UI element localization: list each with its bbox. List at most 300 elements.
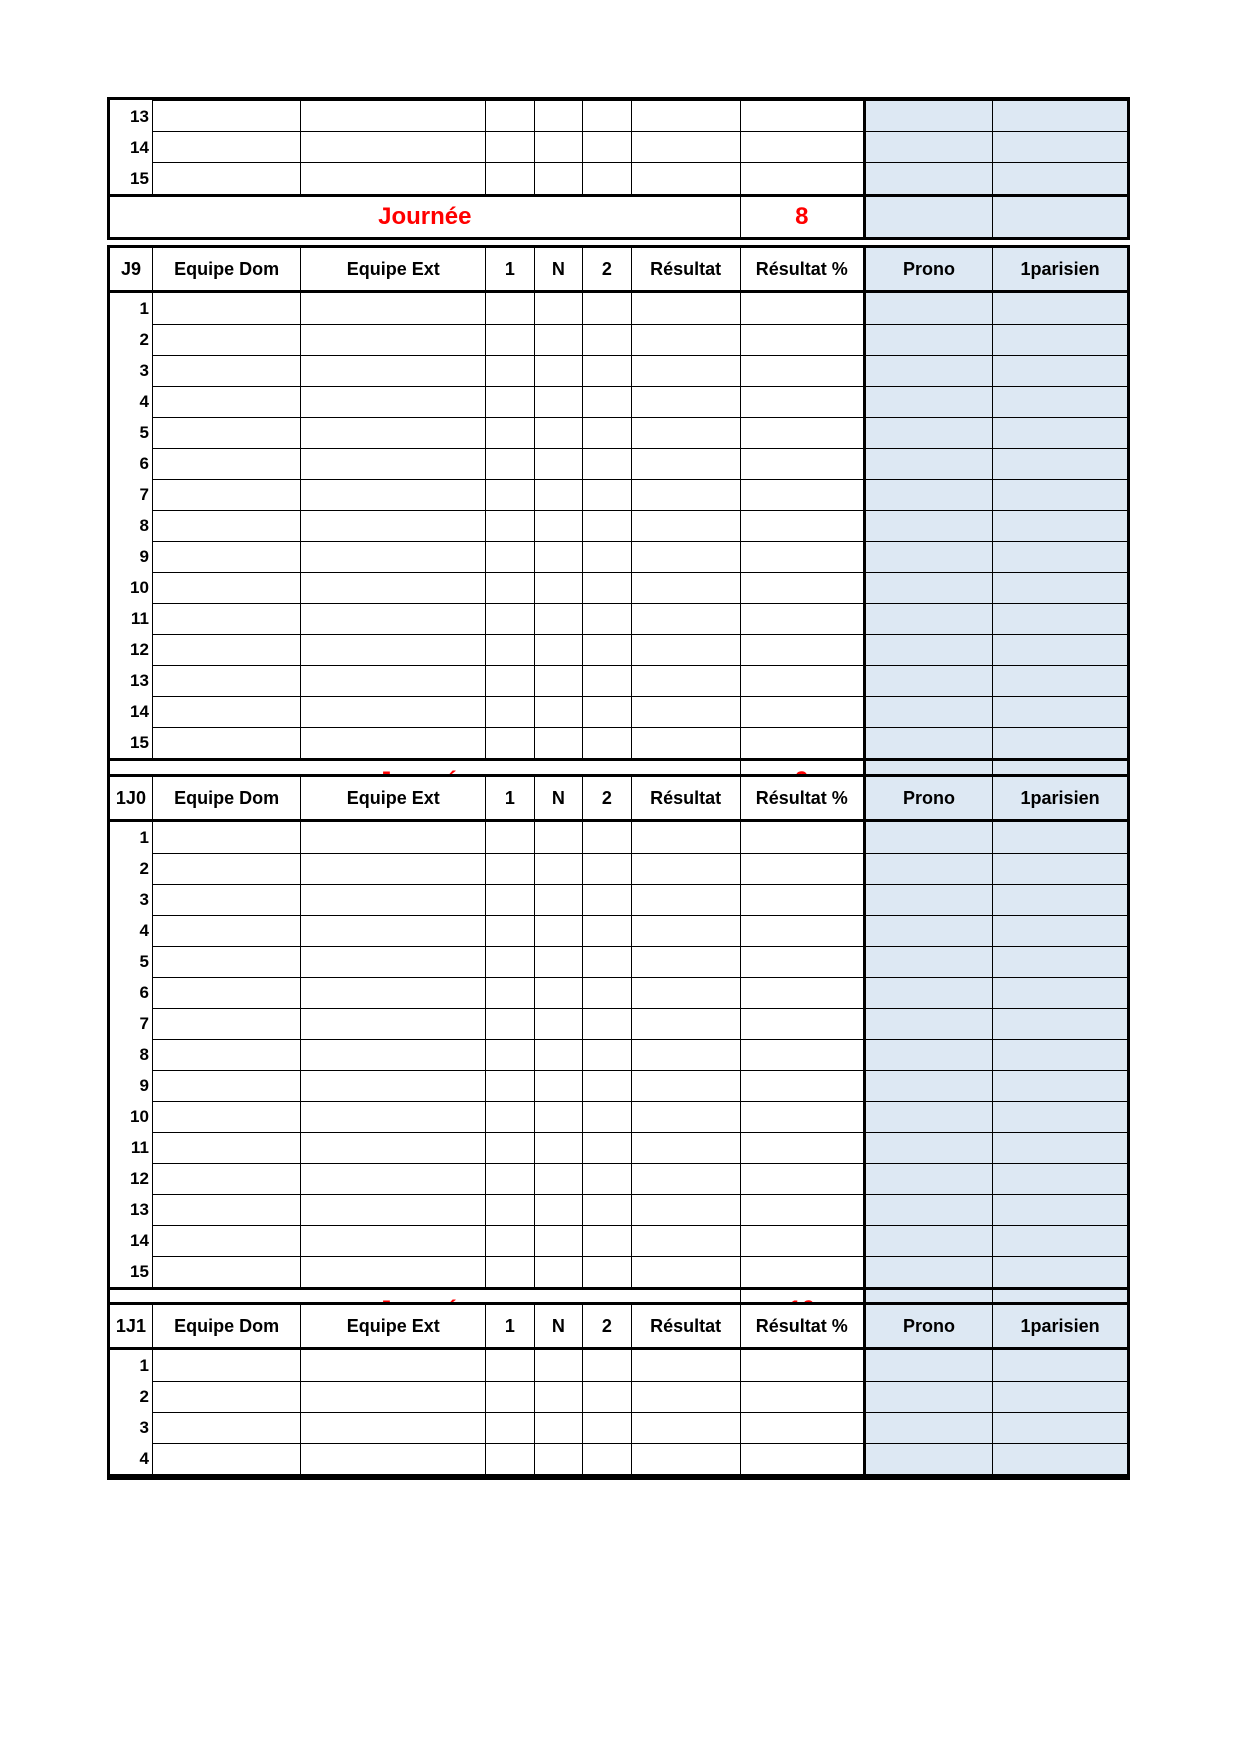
table-row[interactable]: [110, 915, 1127, 946]
table-row[interactable]: [110, 1039, 1127, 1070]
table-row[interactable]: [110, 510, 1127, 541]
cell-odds-2[interactable]: [583, 324, 631, 355]
table-row[interactable]: [110, 1132, 1127, 1163]
cell-resultat[interactable]: [631, 541, 740, 572]
cell-parisien[interactable]: [993, 324, 1127, 355]
cell-equipe-ext[interactable]: [301, 1443, 486, 1476]
table-row[interactable]: [110, 132, 1127, 163]
cell-equipe-dom[interactable]: [152, 884, 300, 915]
cell-odds-2[interactable]: [583, 163, 631, 196]
cell-resultat[interactable]: [631, 603, 740, 634]
cell-resultat[interactable]: [631, 479, 740, 510]
cell-odds-2[interactable]: [583, 1225, 631, 1256]
cell-resultat[interactable]: [631, 884, 740, 915]
cell-odds-n[interactable]: [534, 1256, 582, 1289]
cell-odds-2[interactable]: [583, 603, 631, 634]
cell-prono[interactable]: [864, 603, 992, 634]
cell-odds-1[interactable]: [486, 1163, 534, 1194]
table-row[interactable]: [110, 946, 1127, 977]
cell-equipe-dom[interactable]: [152, 572, 300, 603]
cell-resultat[interactable]: [631, 853, 740, 884]
cell-odds-n[interactable]: [534, 101, 582, 132]
cell-odds-n[interactable]: [534, 541, 582, 572]
cell-equipe-dom[interactable]: [152, 1039, 300, 1070]
cell-resultat[interactable]: [631, 1349, 740, 1382]
cell-parisien[interactable]: [993, 1008, 1127, 1039]
cell-equipe-dom[interactable]: [152, 1349, 300, 1382]
cell-resultat[interactable]: [631, 510, 740, 541]
cell-equipe-dom[interactable]: [152, 479, 300, 510]
cell-odds-n[interactable]: [534, 665, 582, 696]
cell-resultat[interactable]: [631, 821, 740, 854]
cell-odds-1[interactable]: [486, 727, 534, 760]
cell-odds-n[interactable]: [534, 163, 582, 196]
cell-equipe-dom[interactable]: [152, 132, 300, 163]
cell-odds-2[interactable]: [583, 386, 631, 417]
table-row[interactable]: [110, 572, 1127, 603]
cell-prono[interactable]: [864, 1349, 992, 1382]
cell-parisien[interactable]: [993, 1163, 1127, 1194]
cell-equipe-ext[interactable]: [301, 572, 486, 603]
cell-resultat-pct[interactable]: [740, 572, 864, 603]
cell-equipe-ext[interactable]: [301, 1132, 486, 1163]
cell-prono[interactable]: [864, 101, 992, 132]
cell-odds-2[interactable]: [583, 821, 631, 854]
cell-resultat-pct[interactable]: [740, 541, 864, 572]
cell-prono[interactable]: [864, 727, 992, 760]
table-row[interactable]: [110, 634, 1127, 665]
cell-equipe-dom[interactable]: [152, 1101, 300, 1132]
table-row[interactable]: [110, 355, 1127, 386]
cell-equipe-ext[interactable]: [301, 448, 486, 479]
table-row[interactable]: [110, 1256, 1127, 1289]
cell-odds-n[interactable]: [534, 1132, 582, 1163]
cell-equipe-dom[interactable]: [152, 821, 300, 854]
cell-prono[interactable]: [864, 1225, 992, 1256]
table-row[interactable]: [110, 1070, 1127, 1101]
cell-parisien[interactable]: [993, 1070, 1127, 1101]
cell-prono[interactable]: [864, 386, 992, 417]
cell-parisien[interactable]: [993, 1194, 1127, 1225]
cell-resultat-pct[interactable]: [740, 1381, 864, 1412]
cell-odds-1[interactable]: [486, 132, 534, 163]
cell-equipe-ext[interactable]: [301, 1101, 486, 1132]
cell-odds-1[interactable]: [486, 1225, 534, 1256]
cell-odds-n[interactable]: [534, 1412, 582, 1443]
cell-prono[interactable]: [864, 915, 992, 946]
cell-resultat-pct[interactable]: [740, 665, 864, 696]
cell-resultat-pct[interactable]: [740, 417, 864, 448]
cell-resultat-pct[interactable]: [740, 292, 864, 325]
cell-odds-n[interactable]: [534, 727, 582, 760]
cell-parisien[interactable]: [993, 417, 1127, 448]
cell-resultat[interactable]: [631, 946, 740, 977]
cell-odds-2[interactable]: [583, 510, 631, 541]
cell-resultat-pct[interactable]: [740, 853, 864, 884]
cell-odds-n[interactable]: [534, 1163, 582, 1194]
cell-parisien[interactable]: [993, 479, 1127, 510]
cell-resultat-pct[interactable]: [740, 1256, 864, 1289]
cell-odds-1[interactable]: [486, 101, 534, 132]
cell-resultat-pct[interactable]: [740, 946, 864, 977]
cell-odds-1[interactable]: [486, 1381, 534, 1412]
cell-odds-n[interactable]: [534, 977, 582, 1008]
cell-equipe-ext[interactable]: [301, 1039, 486, 1070]
cell-equipe-dom[interactable]: [152, 1008, 300, 1039]
cell-parisien-total[interactable]: [993, 195, 1127, 237]
cell-equipe-ext[interactable]: [301, 1256, 486, 1289]
cell-prono[interactable]: [864, 977, 992, 1008]
cell-parisien[interactable]: [993, 977, 1127, 1008]
cell-odds-n[interactable]: [534, 386, 582, 417]
cell-odds-n[interactable]: [534, 853, 582, 884]
cell-resultat[interactable]: [631, 1412, 740, 1443]
cell-parisien[interactable]: [993, 696, 1127, 727]
cell-prono[interactable]: [864, 132, 992, 163]
cell-odds-2[interactable]: [583, 1039, 631, 1070]
cell-equipe-ext[interactable]: [301, 696, 486, 727]
cell-resultat[interactable]: [631, 1008, 740, 1039]
cell-resultat[interactable]: [631, 1101, 740, 1132]
table-row[interactable]: [110, 448, 1127, 479]
cell-odds-2[interactable]: [583, 417, 631, 448]
cell-resultat[interactable]: [631, 727, 740, 760]
cell-odds-2[interactable]: [583, 1070, 631, 1101]
cell-resultat[interactable]: [631, 1256, 740, 1289]
cell-prono[interactable]: [864, 1008, 992, 1039]
cell-equipe-dom[interactable]: [152, 1163, 300, 1194]
cell-odds-1[interactable]: [486, 1039, 534, 1070]
cell-equipe-ext[interactable]: [301, 324, 486, 355]
cell-odds-2[interactable]: [583, 1349, 631, 1382]
table-row[interactable]: [110, 1225, 1127, 1256]
cell-parisien[interactable]: [993, 603, 1127, 634]
cell-equipe-ext[interactable]: [301, 884, 486, 915]
cell-equipe-ext[interactable]: [301, 510, 486, 541]
cell-prono-total[interactable]: [864, 195, 992, 237]
cell-odds-1[interactable]: [486, 915, 534, 946]
cell-parisien[interactable]: [993, 1381, 1127, 1412]
cell-resultat-pct[interactable]: [740, 479, 864, 510]
cell-equipe-ext[interactable]: [301, 1412, 486, 1443]
cell-prono[interactable]: [864, 1070, 992, 1101]
cell-parisien[interactable]: [993, 1256, 1127, 1289]
cell-resultat-pct[interactable]: [740, 1443, 864, 1476]
cell-odds-1[interactable]: [486, 572, 534, 603]
cell-parisien[interactable]: [993, 1101, 1127, 1132]
cell-resultat-pct[interactable]: [740, 696, 864, 727]
cell-prono[interactable]: [864, 946, 992, 977]
table-row[interactable]: [110, 1381, 1127, 1412]
table-row[interactable]: [110, 1349, 1127, 1382]
cell-odds-n[interactable]: [534, 510, 582, 541]
cell-odds-1[interactable]: [486, 1256, 534, 1289]
cell-odds-2[interactable]: [583, 884, 631, 915]
cell-odds-2[interactable]: [583, 101, 631, 132]
cell-resultat-pct[interactable]: [740, 727, 864, 760]
cell-odds-n[interactable]: [534, 696, 582, 727]
cell-resultat-pct[interactable]: [740, 1101, 864, 1132]
cell-equipe-dom[interactable]: [152, 696, 300, 727]
cell-odds-n[interactable]: [534, 1039, 582, 1070]
cell-odds-1[interactable]: [486, 324, 534, 355]
cell-equipe-ext[interactable]: [301, 977, 486, 1008]
cell-odds-1[interactable]: [486, 884, 534, 915]
cell-odds-1[interactable]: [486, 853, 534, 884]
cell-equipe-ext[interactable]: [301, 946, 486, 977]
table-row[interactable]: [110, 1443, 1127, 1476]
cell-resultat-pct[interactable]: [740, 1132, 864, 1163]
table-row[interactable]: [110, 821, 1127, 854]
cell-odds-1[interactable]: [486, 1101, 534, 1132]
table-row[interactable]: [110, 1101, 1127, 1132]
cell-equipe-dom[interactable]: [152, 386, 300, 417]
cell-resultat[interactable]: [631, 1381, 740, 1412]
cell-prono[interactable]: [864, 479, 992, 510]
cell-odds-2[interactable]: [583, 853, 631, 884]
cell-equipe-dom[interactable]: [152, 1132, 300, 1163]
cell-resultat[interactable]: [631, 1132, 740, 1163]
cell-prono[interactable]: [864, 355, 992, 386]
cell-equipe-ext[interactable]: [301, 1381, 486, 1412]
table-row[interactable]: [110, 603, 1127, 634]
cell-odds-n[interactable]: [534, 884, 582, 915]
cell-equipe-dom[interactable]: [152, 101, 300, 132]
cell-parisien[interactable]: [993, 1039, 1127, 1070]
cell-resultat-pct[interactable]: [740, 1349, 864, 1382]
cell-resultat[interactable]: [631, 163, 740, 196]
cell-equipe-ext[interactable]: [301, 163, 486, 196]
cell-odds-1[interactable]: [486, 946, 534, 977]
cell-equipe-dom[interactable]: [152, 1412, 300, 1443]
cell-odds-2[interactable]: [583, 1132, 631, 1163]
cell-odds-n[interactable]: [534, 572, 582, 603]
cell-equipe-ext[interactable]: [301, 727, 486, 760]
cell-odds-n[interactable]: [534, 1194, 582, 1225]
cell-equipe-dom[interactable]: [152, 1070, 300, 1101]
cell-resultat[interactable]: [631, 1070, 740, 1101]
cell-equipe-ext[interactable]: [301, 292, 486, 325]
cell-resultat-pct[interactable]: [740, 977, 864, 1008]
cell-odds-1[interactable]: [486, 1443, 534, 1476]
cell-prono[interactable]: [864, 292, 992, 325]
cell-prono[interactable]: [864, 324, 992, 355]
cell-resultat-pct[interactable]: [740, 1070, 864, 1101]
cell-parisien[interactable]: [993, 1349, 1127, 1382]
cell-odds-1[interactable]: [486, 603, 534, 634]
cell-equipe-dom[interactable]: [152, 727, 300, 760]
cell-resultat-pct[interactable]: [740, 386, 864, 417]
cell-parisien[interactable]: [993, 541, 1127, 572]
cell-resultat-pct[interactable]: [740, 1008, 864, 1039]
cell-resultat[interactable]: [631, 355, 740, 386]
cell-resultat[interactable]: [631, 101, 740, 132]
cell-odds-1[interactable]: [486, 634, 534, 665]
cell-odds-n[interactable]: [534, 479, 582, 510]
table-row[interactable]: [110, 1008, 1127, 1039]
cell-prono[interactable]: [864, 853, 992, 884]
table-row[interactable]: [110, 101, 1127, 132]
cell-odds-2[interactable]: [583, 1163, 631, 1194]
cell-equipe-dom[interactable]: [152, 324, 300, 355]
cell-equipe-ext[interactable]: [301, 101, 486, 132]
cell-equipe-ext[interactable]: [301, 915, 486, 946]
cell-odds-n[interactable]: [534, 1008, 582, 1039]
cell-parisien[interactable]: [993, 163, 1127, 196]
cell-odds-1[interactable]: [486, 1349, 534, 1382]
cell-odds-n[interactable]: [534, 355, 582, 386]
cell-odds-1[interactable]: [486, 510, 534, 541]
cell-resultat[interactable]: [631, 1039, 740, 1070]
cell-resultat-pct[interactable]: [740, 821, 864, 854]
cell-equipe-ext[interactable]: [301, 634, 486, 665]
cell-equipe-dom[interactable]: [152, 1194, 300, 1225]
cell-parisien[interactable]: [993, 853, 1127, 884]
cell-odds-2[interactable]: [583, 572, 631, 603]
table-row[interactable]: [110, 853, 1127, 884]
cell-parisien[interactable]: [993, 510, 1127, 541]
cell-odds-n[interactable]: [534, 1101, 582, 1132]
cell-odds-n[interactable]: [534, 132, 582, 163]
cell-resultat-pct[interactable]: [740, 1039, 864, 1070]
cell-parisien[interactable]: [993, 1412, 1127, 1443]
cell-prono[interactable]: [864, 1194, 992, 1225]
cell-resultat-pct[interactable]: [740, 510, 864, 541]
cell-resultat[interactable]: [631, 292, 740, 325]
cell-odds-1[interactable]: [486, 1070, 534, 1101]
cell-equipe-ext[interactable]: [301, 132, 486, 163]
cell-prono[interactable]: [864, 448, 992, 479]
cell-odds-1[interactable]: [486, 821, 534, 854]
cell-prono[interactable]: [864, 1443, 992, 1476]
cell-parisien[interactable]: [993, 132, 1127, 163]
cell-resultat-pct[interactable]: [740, 132, 864, 163]
table-row[interactable]: [110, 977, 1127, 1008]
cell-parisien[interactable]: [993, 101, 1127, 132]
cell-odds-n[interactable]: [534, 1443, 582, 1476]
cell-odds-n[interactable]: [534, 1349, 582, 1382]
cell-resultat[interactable]: [631, 1225, 740, 1256]
cell-prono[interactable]: [864, 1381, 992, 1412]
cell-prono[interactable]: [864, 163, 992, 196]
cell-resultat[interactable]: [631, 324, 740, 355]
cell-prono[interactable]: [864, 1412, 992, 1443]
cell-odds-n[interactable]: [534, 1070, 582, 1101]
cell-odds-2[interactable]: [583, 1443, 631, 1476]
table-row[interactable]: [110, 292, 1127, 325]
cell-resultat-pct[interactable]: [740, 634, 864, 665]
cell-resultat[interactable]: [631, 915, 740, 946]
table-row[interactable]: [110, 665, 1127, 696]
cell-equipe-dom[interactable]: [152, 292, 300, 325]
cell-resultat-pct[interactable]: [740, 355, 864, 386]
table-row[interactable]: [110, 1163, 1127, 1194]
cell-parisien[interactable]: [993, 915, 1127, 946]
cell-parisien[interactable]: [993, 355, 1127, 386]
cell-equipe-ext[interactable]: [301, 665, 486, 696]
cell-odds-1[interactable]: [486, 977, 534, 1008]
cell-equipe-ext[interactable]: [301, 853, 486, 884]
cell-equipe-dom[interactable]: [152, 417, 300, 448]
cell-resultat[interactable]: [631, 977, 740, 1008]
table-row[interactable]: [110, 417, 1127, 448]
cell-odds-1[interactable]: [486, 1132, 534, 1163]
cell-equipe-ext[interactable]: [301, 1008, 486, 1039]
table-row[interactable]: [110, 727, 1127, 760]
cell-odds-1[interactable]: [486, 292, 534, 325]
cell-odds-2[interactable]: [583, 1101, 631, 1132]
table-row[interactable]: [110, 386, 1127, 417]
cell-odds-2[interactable]: [583, 132, 631, 163]
cell-odds-n[interactable]: [534, 1381, 582, 1412]
cell-odds-1[interactable]: [486, 355, 534, 386]
cell-prono[interactable]: [864, 1132, 992, 1163]
cell-equipe-ext[interactable]: [301, 1163, 486, 1194]
cell-odds-2[interactable]: [583, 448, 631, 479]
cell-odds-2[interactable]: [583, 541, 631, 572]
cell-odds-2[interactable]: [583, 727, 631, 760]
cell-odds-1[interactable]: [486, 479, 534, 510]
cell-resultat-pct[interactable]: [740, 324, 864, 355]
cell-prono[interactable]: [864, 417, 992, 448]
cell-odds-2[interactable]: [583, 479, 631, 510]
cell-resultat[interactable]: [631, 386, 740, 417]
cell-prono[interactable]: [864, 1039, 992, 1070]
cell-resultat[interactable]: [631, 634, 740, 665]
cell-equipe-dom[interactable]: [152, 603, 300, 634]
cell-equipe-dom[interactable]: [152, 1225, 300, 1256]
cell-parisien[interactable]: [993, 634, 1127, 665]
cell-parisien[interactable]: [993, 386, 1127, 417]
cell-odds-1[interactable]: [486, 163, 534, 196]
cell-odds-1[interactable]: [486, 448, 534, 479]
cell-equipe-ext[interactable]: [301, 1225, 486, 1256]
table-row[interactable]: [110, 479, 1127, 510]
cell-resultat-pct[interactable]: [740, 884, 864, 915]
cell-prono[interactable]: [864, 821, 992, 854]
cell-odds-n[interactable]: [534, 603, 582, 634]
cell-prono[interactable]: [864, 1256, 992, 1289]
cell-odds-n[interactable]: [534, 1225, 582, 1256]
cell-odds-2[interactable]: [583, 696, 631, 727]
cell-resultat-pct[interactable]: [740, 603, 864, 634]
cell-odds-2[interactable]: [583, 1256, 631, 1289]
cell-parisien[interactable]: [993, 946, 1127, 977]
cell-equipe-dom[interactable]: [152, 448, 300, 479]
cell-odds-1[interactable]: [486, 1194, 534, 1225]
cell-prono[interactable]: [864, 696, 992, 727]
cell-equipe-dom[interactable]: [152, 665, 300, 696]
cell-resultat[interactable]: [631, 1163, 740, 1194]
cell-parisien[interactable]: [993, 884, 1127, 915]
cell-odds-1[interactable]: [486, 1008, 534, 1039]
cell-resultat-pct[interactable]: [740, 101, 864, 132]
cell-resultat-pct[interactable]: [740, 448, 864, 479]
cell-resultat[interactable]: [631, 417, 740, 448]
cell-prono[interactable]: [864, 541, 992, 572]
cell-resultat-pct[interactable]: [740, 163, 864, 196]
table-row[interactable]: [110, 1412, 1127, 1443]
cell-equipe-dom[interactable]: [152, 977, 300, 1008]
cell-prono[interactable]: [864, 510, 992, 541]
cell-resultat[interactable]: [631, 1443, 740, 1476]
table-row[interactable]: [110, 541, 1127, 572]
cell-odds-2[interactable]: [583, 634, 631, 665]
cell-odds-2[interactable]: [583, 1412, 631, 1443]
cell-parisien[interactable]: [993, 572, 1127, 603]
cell-odds-2[interactable]: [583, 1194, 631, 1225]
cell-resultat-pct[interactable]: [740, 1225, 864, 1256]
